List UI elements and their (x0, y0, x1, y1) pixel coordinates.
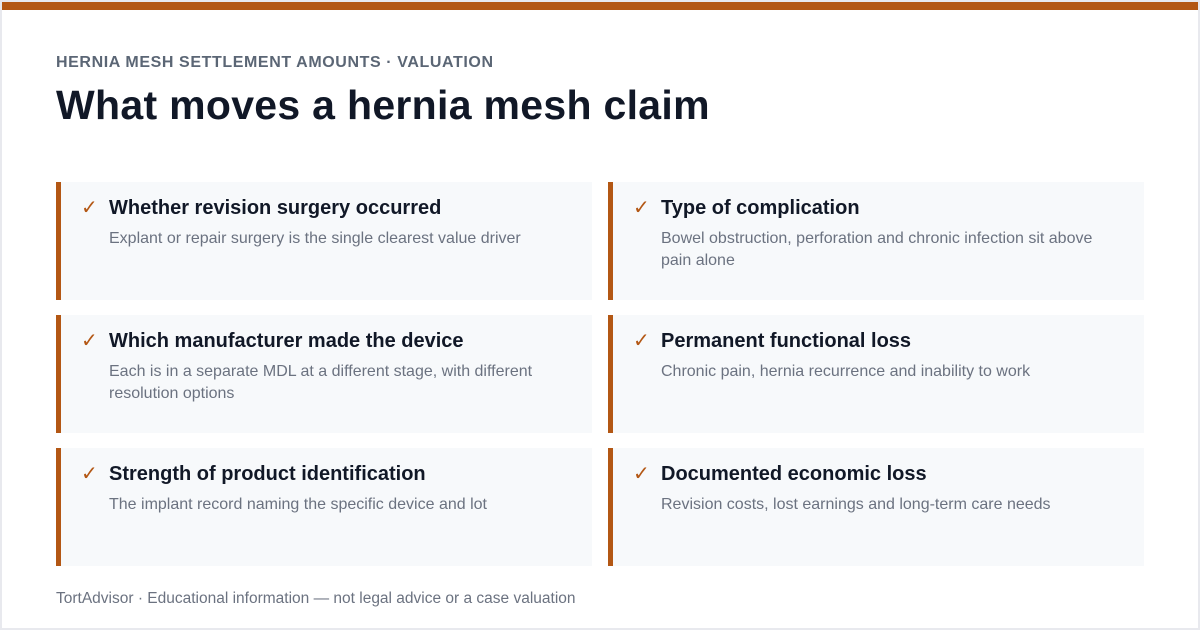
factor-card (56, 448, 592, 566)
factor-card (608, 182, 1144, 300)
factor-title: Strength of product identification (109, 463, 426, 485)
factor-description: Bowel obstruction, perforation and chronic infection sit above pain alone (661, 230, 1093, 269)
footer-disclaimer: TortAdvisor · Educational information — not legal advice or a case valuation (56, 590, 576, 607)
factor-description: The implant record naming the specific device and lot (109, 496, 487, 513)
factor-title: Documented economic loss (661, 463, 927, 485)
factor-description: Each is in a separate MDL at a different stage, with different resolution options (109, 363, 533, 402)
factor-description: Explant or repair surgery is the single clearest value driver (109, 230, 521, 247)
page-title: What moves a hernia mesh claim (56, 82, 710, 128)
info-card (2, 2, 1198, 628)
factor-title: Whether revision surgery occurred (109, 197, 442, 219)
check-icon: ✓ (633, 330, 650, 352)
factor-description: Revision costs, lost earnings and long-term care needs (661, 496, 1051, 513)
factor-title: Type of complication (661, 197, 860, 219)
accent-bar (2, 2, 1198, 10)
factor-card (56, 182, 592, 300)
check-icon: ✓ (81, 197, 98, 219)
factor-title: Permanent functional loss (661, 330, 912, 352)
factor-title: Which manufacturer made the device (109, 330, 464, 352)
eyebrow-label: HERNIA MESH SETTLEMENT AMOUNTS · VALUATION (56, 54, 494, 71)
factor-description: Chronic pain, hernia recurrence and inability to work (661, 363, 1031, 380)
factor-card (608, 315, 1144, 433)
check-icon: ✓ (81, 463, 98, 485)
factor-card (56, 315, 592, 433)
factors-grid (56, 182, 1144, 566)
check-icon: ✓ (633, 463, 650, 485)
factor-card (608, 448, 1144, 566)
check-icon: ✓ (81, 330, 98, 352)
check-icon: ✓ (633, 197, 650, 219)
